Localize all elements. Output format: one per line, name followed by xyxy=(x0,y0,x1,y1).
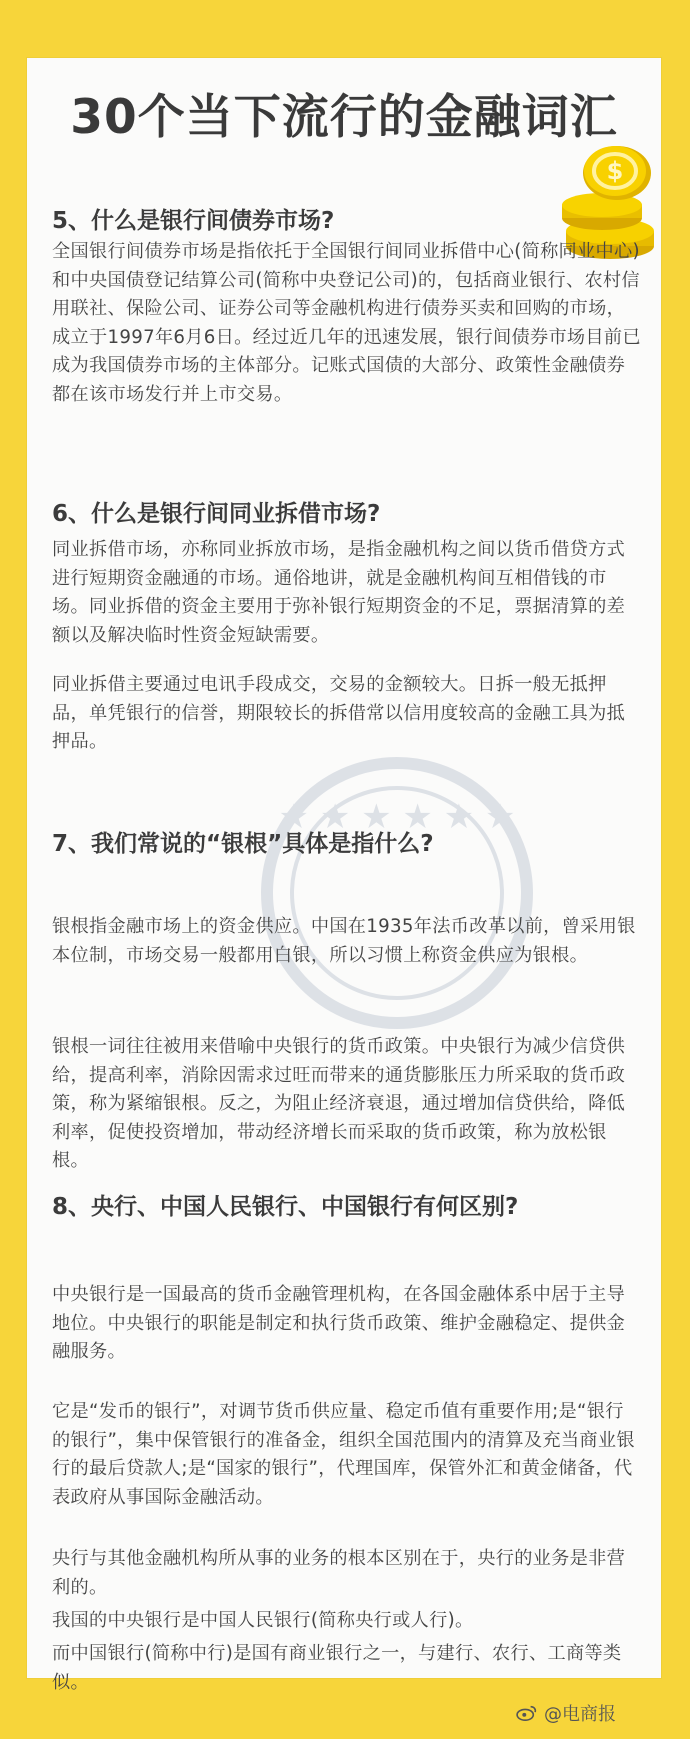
section-5-paragraph-1: 全国银行间债券市场是指依托于全国银行间同业拆借中心(简称同业中心)和中央国债登记结算公司(简称中央登记公司)的，包括商业银行、农村信用联社、保险公司、证券公司等金融机构进行债券买卖和回购的市场，成立于1997年6月6日。经过近几年的迅速发展，银行间债券市场目前已成为我国债券市场的主体部分。记账式国债的大部分、政策性金融债券都在该市场发行并上市交易。 xyxy=(52,241,641,405)
stamp-seal-icon xyxy=(247,743,547,1043)
section-6-paragraph-1: 同业拆借市场，亦称同业拆放市场，是指金融机构之间以货币借贷方式进行短期资金融通的市场。通俗地讲，就是金融机构间互相借钱的市场。同业拆借的资金主要用于弥补银行短期资金的不足，票据清算的差额以及解决临时性资金短缺需要。 xyxy=(52,539,626,646)
weibo-icon xyxy=(516,1704,538,1722)
section-6-paragraph-2: 同业拆借主要通过电讯手段成交，交易的金额较大。日拆一般无抵押品，单凭银行的信誉，期限较长的拆借常以信用度较高的金融工具为抵押品。 xyxy=(52,674,626,753)
section-8-paragraph-5: 而中国银行(简称中行)是国有商业银行之一，与建行、农行、工商等类似。 xyxy=(52,1643,622,1693)
section-8-paragraph-4: 我国的中央银行是中国人民银行(简称央行或人行)。 xyxy=(52,1610,474,1631)
page-title: 30个当下流行的金融词汇 xyxy=(70,90,618,145)
section-8-paragraph-3: 央行与其他金融机构所从事的业务的根本区别在于，央行的业务是非营利的。 xyxy=(52,1548,626,1598)
section-7-paragraph-1: 银根指金融市场上的资金供应。中国在1935年法币改革以前，曾采用银本位制，市场交易一般都用白银，所以习惯上称资金供应为银根。 xyxy=(52,916,636,966)
source-watermark xyxy=(516,1700,616,1726)
section-6-heading: 6、什么是银行间同业拆借市场? xyxy=(52,501,381,527)
section-8-paragraph-2: 它是“发币的银行”，对调节货币供应量、稳定币值有重要作用;是“银行的银行”，集中保管银行的准备金，组织全国范围内的清算及充当商业银行的最后贷款人;是“国家的银行”，代理国库，保管外汇和黄金储备，代表政府从事国际金融活动。 xyxy=(52,1401,635,1508)
section-7-paragraph-2: 银根一词往往被用来借喻中央银行的货币政策。中央银行为减少信贷供给，提高利率，消除因需求过旺而带来的通货膨胀压力所采取的货币政策，称为紧缩银根。反之，为阻止经济衰退，通过增加信贷供给，降低利率，促使投资增加，带动经济增长而采取的货币政策，称为放松银根。 xyxy=(52,1036,626,1172)
svg-text:$: $ xyxy=(606,157,624,185)
svg-text:★ ★ ★ ★ ★ ★: ★ ★ ★ ★ ★ ★ xyxy=(278,797,516,837)
section-8-paragraph-1: 中央银行是一国最高的货币金融管理机构，在各国金融体系中居于主导地位。中央银行的职能是制定和执行货币政策、维护金融稳定、提供金融服务。 xyxy=(52,1284,626,1363)
section-7-heading: 7、我们常说的“银根”具体是指什么? xyxy=(52,831,434,857)
section-5-heading: 5、什么是银行间债券市场? xyxy=(52,208,335,234)
content-card xyxy=(27,58,661,1693)
watermark-text: @电商报 xyxy=(544,1704,616,1725)
section-8-heading: 8、央行、中国人民银行、中国银行有何区别? xyxy=(52,1194,519,1220)
